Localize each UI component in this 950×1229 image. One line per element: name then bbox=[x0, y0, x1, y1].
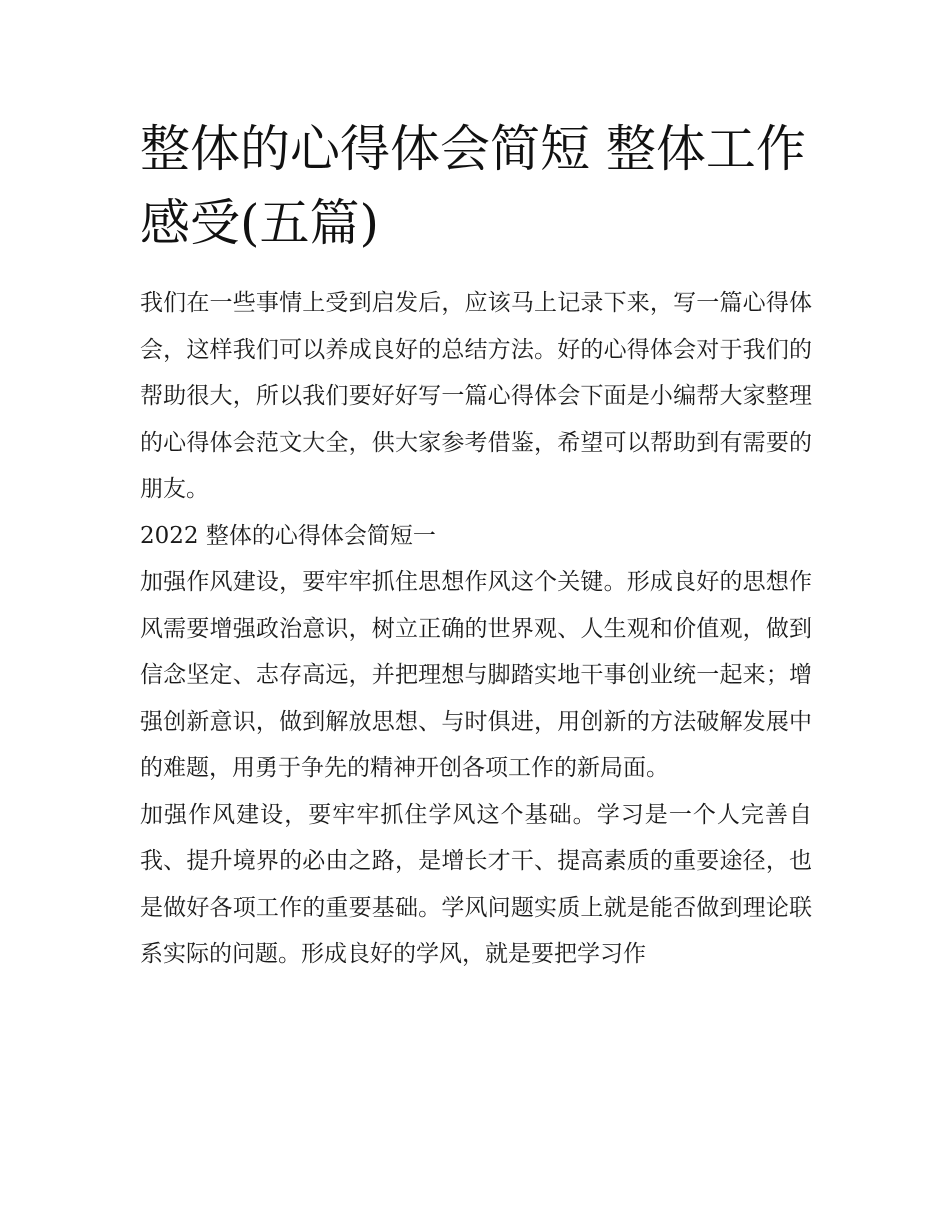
document-body bbox=[140, 112, 812, 978]
body-paragraph: 加强作风建设，要牢牢抓住学风这个基础。学习是一个人完善自我、提升境界的必由之路，是增长才干、提高素质的重要途径，也是做好各项工作的重要基础。学风问题实质上就是能否做到理论联系实际的问题。形成良好的学风，就是要把学习作 bbox=[140, 801, 812, 967]
section-heading: 2022 整体的心得体会简短一 bbox=[140, 522, 436, 549]
body-paragraph: 加强作风建设，要牢牢抓住思想作风这个关键。形成良好的思想作风需要增强政治意识，树立正确的世界观、人生观和价值观，做到信念坚定、志存高远，并把理想与脚踏实地干事创业统一起来；增强创新意识，做到解放思想、与时俱进，用创新的方法破解发展中的难题，用勇于争先的精神开创各项工作的新局面。 bbox=[140, 569, 812, 781]
document-title: 整体的心得体会简短 整体工作感受(五篇) bbox=[140, 120, 806, 252]
intro-paragraph: 我们在一些事情上受到启发后，应该马上记录下来，写一篇心得体会，这样我们可以养成良好的总结方法。好的心得体会对于我们的帮助很大，所以我们要好好写一篇心得体会下面是小编帮大家整理的心得体会范文大全，供大家参考借鉴，希望可以帮助到有需要的朋友。 bbox=[140, 290, 812, 502]
